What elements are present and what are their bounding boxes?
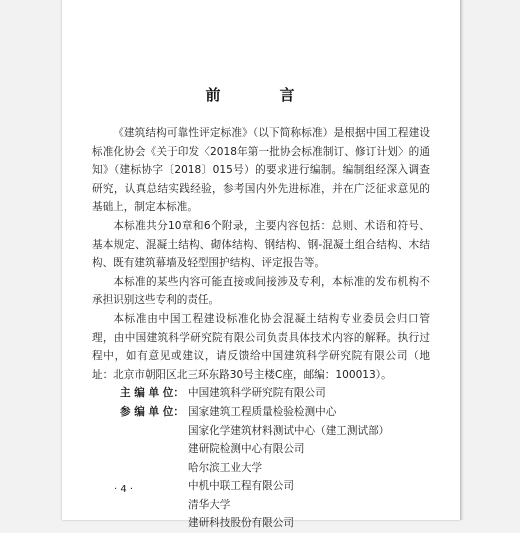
participating-unit: 中机中联工程有限公司 xyxy=(188,480,294,493)
page-title: 前 言 xyxy=(205,86,317,104)
paragraph-contents: 本标准共分10章和6个附录，主要内容包括：总则、术语和符号、基本规定、混凝土结构、砌体结构、钢结构、钢-混凝土组合结构、木结构、既有建筑幕墙及轻型围护结构、评定报告等。 xyxy=(92,219,430,270)
document-page xyxy=(62,0,460,530)
participating-units-list xyxy=(184,403,389,533)
page-number: · 4 · xyxy=(114,484,134,495)
participating-unit: 国家建筑工程质量检验检测中心 xyxy=(188,405,337,418)
chief-unit-name: 中国建筑科学研究院有限公司 xyxy=(188,387,326,400)
chief-unit-label: 主 编 单 位： xyxy=(119,387,184,400)
participating-unit: 清华大学 xyxy=(188,498,231,511)
participating-unit: 哈尔滨工业大学 xyxy=(188,461,263,474)
participating-unit: 国家化学建筑材料测试中心（建工测试部） xyxy=(188,424,390,437)
document-body xyxy=(92,124,430,533)
paragraph-patent: 本标准的某些内容可能直接或间接涉及专利，本标准的发布机构不承担识别这些专利的责任。 xyxy=(92,275,430,307)
participating-units-row xyxy=(92,403,430,533)
chief-unit-row xyxy=(92,384,430,403)
paragraph-management: 本标准由中国工程建设标准化协会混凝土结构专业委员会归口管理，由中国建筑科学研究院有限公司负责具体技术内容的解释。执行过程中，如有意见或建议，请反馈给中国建筑科学研究院有限公司（地址：北京市朝阳区北三环东路30号主楼C座，邮编：100013）。 xyxy=(92,312,430,381)
unit-section xyxy=(92,384,430,533)
paragraph-intro: 《建筑结构可靠性评定标准》（以下简称标准）是根据中国工程建设标准化协会《关于印发〈2018年第一批协会标准制订、修订计划〉的通知》（建标协字〔2018〕015号）的要求进行编制。编制组经深入调查研究，认真总结实践经验，参考国内外先进标准，并在广泛征求意见的基础上，制定本标准。 xyxy=(92,127,430,214)
page-edge-shadow xyxy=(460,0,464,520)
participating-unit: 建研院检测中心有限公司 xyxy=(188,443,305,456)
participating-unit: 建研科技股份有限公司 xyxy=(188,517,294,530)
participating-units-label: 参 编 单 位： xyxy=(119,405,184,418)
